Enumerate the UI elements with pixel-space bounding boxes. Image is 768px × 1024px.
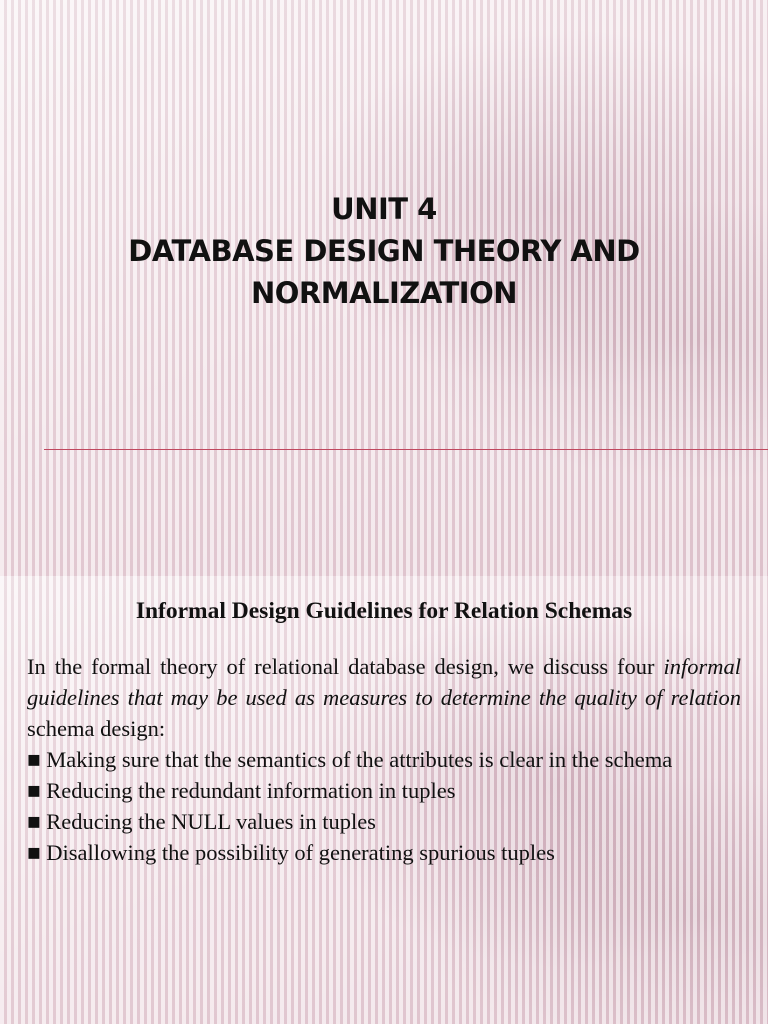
- slide-title: [0, 188, 768, 314]
- intro-text-part3: schema design:: [27, 716, 166, 741]
- bullet-item-2: ■ Reducing the redundant information in tuples: [27, 778, 456, 803]
- intro-text-italic: informal guidelines that may be used as measures to determine the quality of relation: [27, 654, 741, 710]
- title-line-topic: DATABASE DESIGN THEORY AND: [128, 234, 640, 268]
- bullet-item-3: ■ Reducing the NULL values in tuples: [27, 809, 376, 834]
- title-divider-line: [44, 449, 768, 450]
- bullet-item-4: ■ Disallowing the possibility of generating spurious tuples: [27, 840, 555, 865]
- bullet-item-1: ■ Making sure that the semantics of the attributes is clear in the schema: [27, 747, 673, 772]
- intro-text-part1: In the formal theory of relational database design, we discuss four: [27, 654, 664, 679]
- content-slide-body: [27, 651, 741, 868]
- title-line-topic-cont: NORMALIZATION: [250, 276, 518, 310]
- content-slide-heading: Informal Design Guidelines for Relation Schemas: [135, 598, 633, 624]
- intro-paragraph: [27, 651, 741, 744]
- title-line-unit: UNIT 4: [331, 192, 437, 226]
